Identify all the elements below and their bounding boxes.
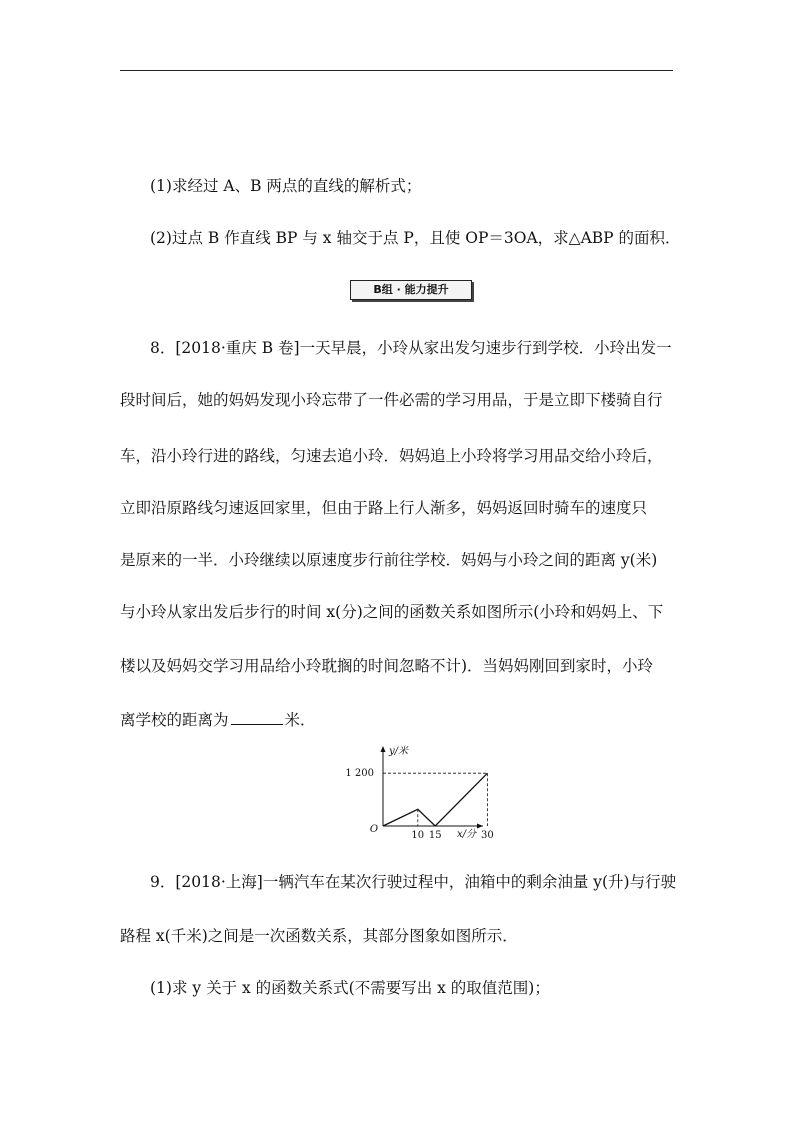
q8-line6: 与小玲从家出发后步行的时间 x(分)之间的函数关系如图所示(小玲和妈妈上、下 [120, 603, 664, 621]
y-axis-label: y/米 [389, 746, 409, 757]
answer-blank [231, 710, 283, 725]
q9-line1: 9．[2018·上海]一辆汽车在某次行驶过程中，油箱中的剩余油量 y(升)与行驶 [150, 873, 677, 891]
q8-line2: 段时间后，她的妈妈发现小玲忘带了一件必需的学习用品，于是立即下楼骑自行 [120, 391, 663, 409]
q8-line1: 8．[2018·重庆 B 卷]一天早晨，小玲从家出发匀速步行到学校．小玲出发一 [150, 339, 672, 357]
q8-line4: 立即沿原路线匀速返回家里，但由于路上行人渐多，妈妈返回时骑车的速度只 [120, 499, 648, 517]
q8-line5: 是原来的一半．小玲继续以原速度步行前往学校．妈妈与小玲之间的距离 y(米) [120, 551, 658, 569]
y-tick-1200: 1 200 [345, 768, 374, 780]
q8-line8-after: 米． [284, 711, 316, 729]
x-tick-10: 10 [411, 830, 425, 841]
x-axis-arrow [477, 824, 483, 829]
q8-line8 [120, 710, 680, 730]
x-axis-label: x/分 [457, 829, 477, 840]
q7-part2: (2)过点 B 作直线 BP 与 x 轴交于点 P，且使 OP＝3OA，求△ABP 的面积． [150, 229, 681, 247]
y-axis-arrow [381, 746, 386, 752]
origin-label: O [369, 824, 379, 835]
x-tick-15: 15 [428, 830, 442, 841]
distance-time-chart [340, 742, 494, 841]
q8-line8-before: 离学校的距离为 [120, 711, 229, 729]
q8-line3: 车，沿小玲行进的路线，匀速去追小玲．妈妈追上小玲将学习用品交给小玲后， [120, 447, 663, 465]
series-line [383, 773, 487, 826]
x-tick-30: 30 [481, 830, 494, 841]
q9-part1: (1)求 y 关于 x 的函数关系式(不需要写出 x 的取值范围)； [150, 979, 550, 997]
section-badge: B组 · 能力提升 [350, 280, 472, 300]
q8-line7: 楼以及妈妈交学习用品给小玲耽搁的时间忽略不计)．当妈妈刚回到家时，小玲 [120, 657, 654, 675]
q9-line2: 路程 x(千米)之间是一次函数关系，其部分图象如图所示． [120, 927, 518, 945]
q7-part1: (1)求经过 A、B 两点的直线的解析式； [150, 177, 422, 195]
top-rule [120, 70, 673, 71]
